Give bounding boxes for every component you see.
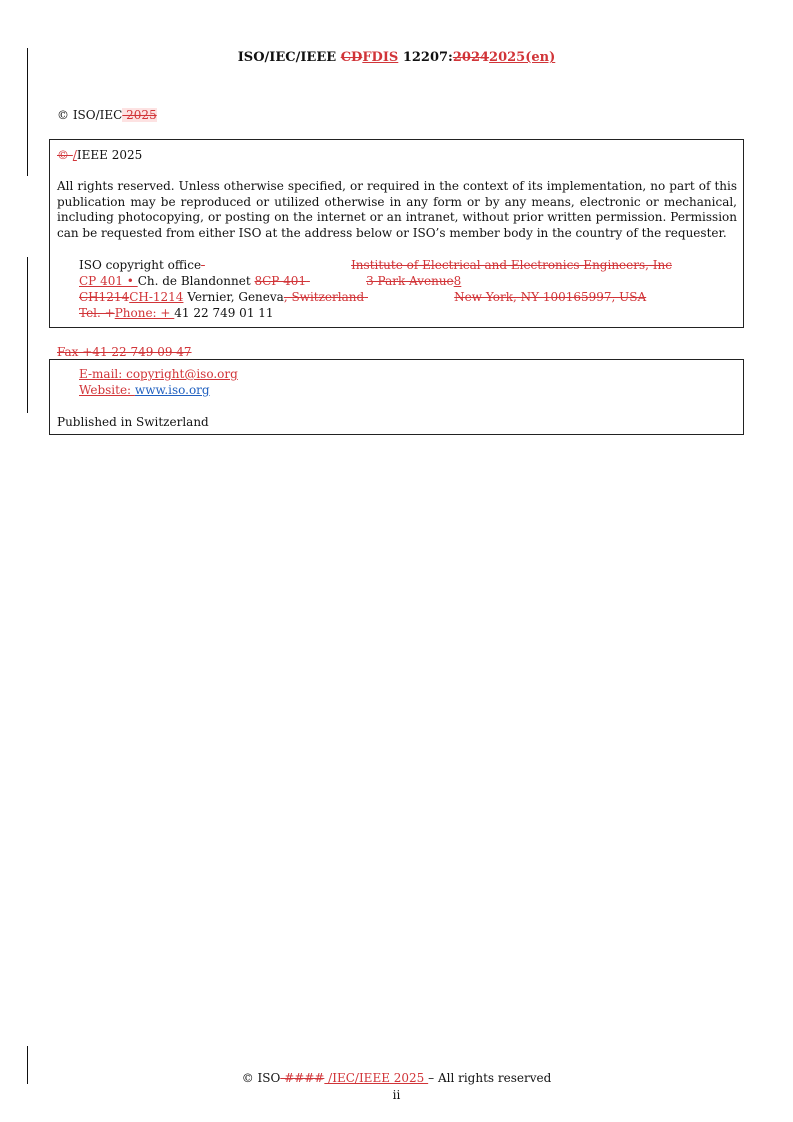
- copyright-box: [49, 139, 744, 328]
- change-bar-top: [27, 48, 28, 176]
- website-line: [79, 383, 210, 398]
- page-footer: [0, 1071, 793, 1086]
- header-old-year: 2024: [452, 50, 490, 65]
- street-name: Ch. de Blandonnet: [137, 274, 255, 288]
- header-new-year: 2025(en): [489, 50, 556, 65]
- email-link[interactable]: E-mail: copyright@iso.org: [79, 367, 238, 381]
- deleted-gap-3: [364, 290, 454, 305]
- copyright-text: © ISO/IEC: [57, 108, 123, 122]
- 8cp-deleted: 8CP 401: [254, 274, 307, 288]
- header-number: 12207:: [398, 50, 453, 65]
- page-header: [0, 50, 793, 66]
- deleted-gap-1: [201, 258, 351, 273]
- switzerland-deleted: , Switzerland: [283, 290, 365, 304]
- ieee-copyright-line: [57, 148, 142, 163]
- office-name: ISO copyright office: [79, 258, 202, 272]
- address-line-2: [79, 274, 461, 289]
- website-link[interactable]: www.iso.org: [134, 383, 210, 397]
- ieee-year: IEEE 2025: [76, 148, 143, 162]
- deleted-symbol: ©: [57, 148, 73, 162]
- footer-suffix: – All rights reserved: [428, 1071, 552, 1085]
- ch-deleted: CH1214: [79, 290, 130, 304]
- tel-deleted: Tel. +: [79, 306, 115, 320]
- header-prefix: ISO/IEC/IEEE: [237, 50, 341, 65]
- fax-deleted: Fax +41 22 749 09 47: [57, 345, 192, 359]
- website-label: Website:: [79, 383, 135, 397]
- park-inserted: 8: [453, 274, 462, 288]
- inserted-slash: /: [72, 148, 77, 162]
- address-line-4: [79, 306, 274, 321]
- header-fdis-inserted: FDIS: [362, 50, 399, 65]
- header-cd-deleted: CD: [340, 50, 363, 65]
- deleted-gap-2: [306, 274, 366, 289]
- newyork-deleted: New York, NY 100165997, USA: [454, 290, 647, 304]
- email-line: [79, 367, 238, 382]
- city-name: Vernier, Geneva: [183, 290, 284, 304]
- rights-paragraph: All rights reserved. Unless otherwise specified, or required in the context of its implementation, no part of this publication may be reproduced or utilized otherwise in any form or by any means, electronic or mechanical, including photocopying, or posting on the internet or an intranet, without prior written permission. Permission can be requested from either ISO at the address below or ISO’s member body in the country of the requester.: [57, 179, 737, 240]
- address-line-3: [79, 290, 646, 305]
- footer-inserted: /IEC/IEEE 2025: [324, 1071, 429, 1085]
- footer-deleted: ####: [280, 1071, 325, 1085]
- phone-inserted: Phone: +: [114, 306, 175, 320]
- phone-number: 41 22 749 01 11: [174, 306, 274, 320]
- cp-inserted: CP 401 •: [79, 274, 138, 288]
- copyright-line: [57, 108, 157, 123]
- change-bar-middle: [27, 257, 28, 413]
- park-deleted: 3 Park Avenue: [366, 274, 454, 288]
- page-number: ii: [392, 1088, 401, 1102]
- copyright-deleted-year: 2025: [122, 108, 157, 122]
- address-line-1: [79, 258, 672, 273]
- ieee-org-deleted: Institute of Electrical and Electronics Engineers, Inc: [351, 258, 672, 272]
- footer-prefix: © ISO: [241, 1071, 281, 1085]
- ch-inserted: CH-1214: [129, 290, 184, 304]
- contact-box: [49, 359, 744, 435]
- published-line: Published in Switzerland: [57, 415, 209, 429]
